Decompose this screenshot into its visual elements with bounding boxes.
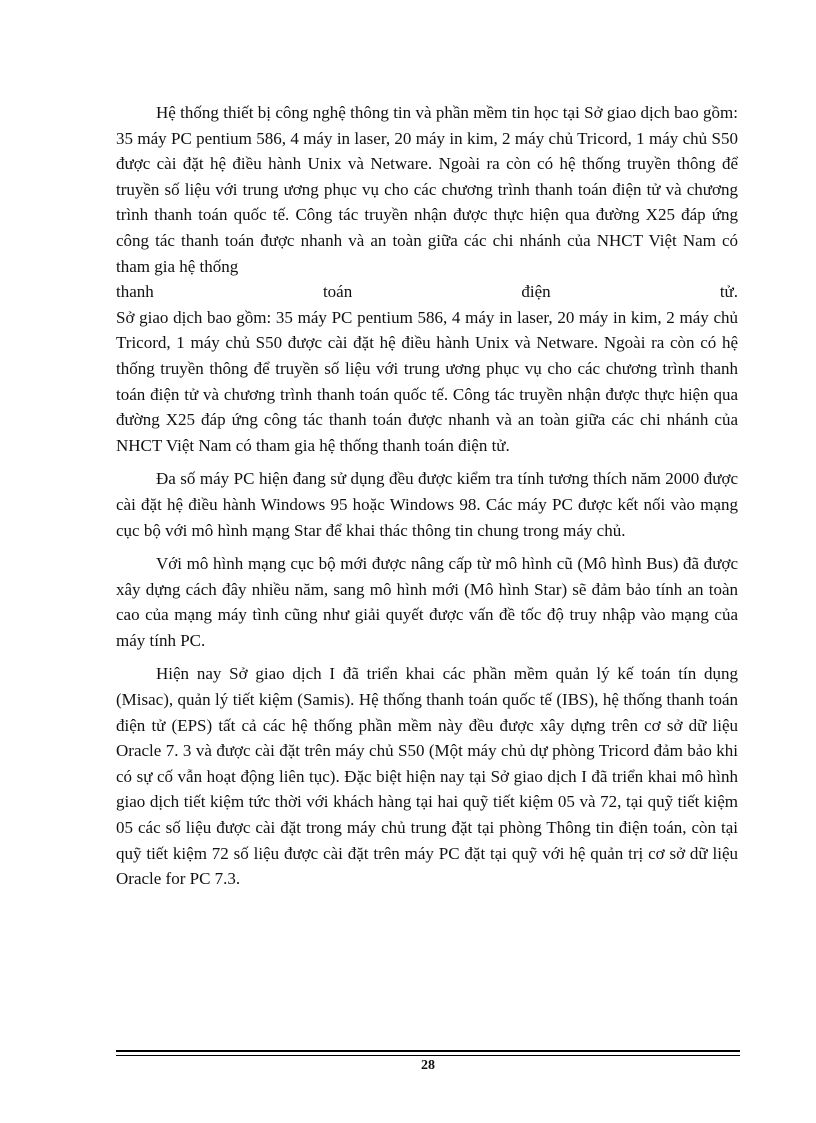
paragraph-2: Sở giao dịch bao gồm: 35 máy PC pentium 586, 4 máy in laser, 20 máy in kim, 2 máy chủ Tricord, 1 máy chủ S50 được cài đặt hệ điều hành Unix và Netware. Ngoài ra còn có hệ thống truyền thông để truyền số liệu với trung ương phục vụ cho các chương trình thanh toán điện tử và chương trình thanh toán quốc tế. Công tác truyền nhận được thực hiện qua đường X25 đáp ứng công tác thanh toán được nhanh và an toàn giữa các chi nhánh của NHCT Việt Nam có tham gia hệ thống thanh toán điện tử. bbox=[116, 307, 738, 455]
body-text bbox=[116, 100, 738, 900]
footer-rule-thick bbox=[116, 1050, 740, 1052]
paragraph-1: Hệ thống thiết bị công nghệ thông tin và phần mềm tin học tại Sở giao dịch bao gồm: 35 máy PC pentium 586, 4 máy in laser, 20 máy in kim, 2 máy chủ Tricord, 1 máy chủ S50 được cài đặt hệ điều hành Unix và Netware. Ngoài ra còn có hệ thống truyền thông để truyền số liệu với trung ương phục vụ cho các chương trình thanh toán điện tử và chương trình thanh toán quốc tế. Công tác truyền nhận được thực hiện qua đường X25 đáp ứng công tác thanh toán được nhanh và an toàn giữa các chi nhánh của NHCT Việt Nam có tham gia hệ thống bbox=[116, 103, 738, 276]
footer-rule-thin bbox=[116, 1055, 740, 1056]
paragraph-5: Hiện nay Sở giao dịch I đã triển khai các phần mềm quản lý kế toán tín dụng (Misac), quản lý tiết kiệm (Samis). Hệ thống thanh toán quốc tế (IBS), hệ thống thanh toán điện tử (EPS) tất cả các hệ thống phần mềm này đều được xây dựng trên cơ sở dữ liệu Oracle 7. 3 và được cài đặt trên máy chủ S50 (Một máy chủ dự phòng Tricord đảm bảo khi có sự cố vẫn hoạt động liên tục). Đặc biệt hiện nay tại Sở giao dịch I đã triển khai mô hình giao dịch tiết kiệm tức thời với khách hàng tại hai quỹ tiết kiệm 05 và 72, tại quỹ tiết kiệm 05 các số liệu được cài đặt trong máy chủ trung đặt tại phòng Thông tin điện toán, còn tại quỹ tiết kiệm 72 số liệu được cài đặt trên máy PC đặt tại quỹ với hệ quản trị cơ sở dữ liệu Oracle for PC 7.3. bbox=[116, 664, 738, 889]
spread-word-4: tử. bbox=[719, 282, 738, 302]
spread-word-1: thanh bbox=[116, 282, 154, 302]
spread-line bbox=[116, 279, 738, 305]
spread-word-3: điện bbox=[521, 282, 551, 302]
paragraph-4: Với mô hình mạng cục bộ mới được nâng cấp từ mô hình cũ (Mô hình Bus) đã được xây dựng cách đây nhiều năm, sang mô hình mới (Mô hình Star) sẽ đảm bảo tính an toàn cao của mạng máy tình cũng như giải quyết được vấn đề tốc độ truy nhập vào mạng của máy tính PC. bbox=[116, 554, 738, 650]
spread-word-2: toán bbox=[322, 282, 353, 302]
paragraph-3: Đa số máy PC hiện đang sử dụng đều được kiểm tra tính tương thích năm 2000 được cài đặt hệ điều hành Windows 95 hoặc Windows 98. Các máy PC được kết nối vào mạng cục bộ với mô hình mạng Star để khai thác thông tin chung trong máy chủ. bbox=[116, 469, 738, 540]
page-number: 28 bbox=[421, 1058, 435, 1073]
